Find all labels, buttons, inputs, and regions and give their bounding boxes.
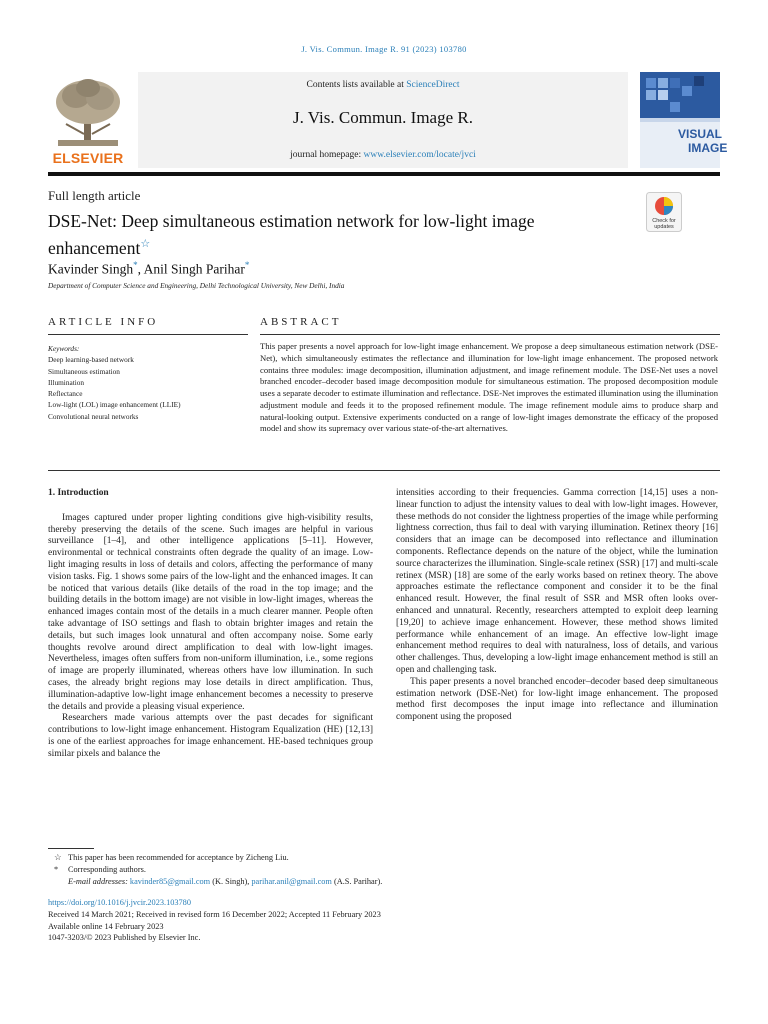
info-divider — [48, 334, 248, 335]
homepage-link[interactable]: www.elsevier.com/locate/jvci — [363, 150, 476, 160]
svg-text:updates: updates — [654, 224, 674, 230]
journal-reference[interactable]: J. Vis. Commun. Image R. 91 (2023) 103780 — [301, 44, 467, 54]
journal-info-panel — [138, 72, 628, 168]
cover-title: VISUAL — [678, 127, 723, 141]
keyword: Simultaneous estimation — [48, 366, 120, 376]
email-link[interactable]: parihar.anil@gmail.com — [251, 877, 332, 886]
body-column-left — [48, 488, 373, 761]
abstract-heading: ABSTRACT — [260, 316, 342, 328]
article-type: Full length article — [48, 188, 141, 203]
sciencedirect-link[interactable]: ScienceDirect — [406, 80, 460, 90]
publisher-wordmark: ELSEVIER — [52, 150, 124, 166]
abstract-bottom-rule — [48, 470, 720, 471]
abstract-text: This paper presents a novel approach for low-light image enhancement. We propose a deep simultaneous estimation network (DSE-Net), which simultaneously estimates the reflectance and illumination for low-light image enhancement. The proposed network contains three modules: image decomposition, illumination adjustment, and image refinement module. The DSE-Net uses a novel branched encoder–decoder based image decomposition module for simultaneous estimation. The proposed decomposition module uses a separate decoder to estimate illumination and reflectance. DSE-Net improves the estimated illumination using the illumination adjustment module and feeds it to the proposed refinement module. The image refinement module aims to produce sharp and natural-looking output. Extensive experiments conducted on a range of low-light images demonstrate the efficacy of the proposed model and show its supremacy over various state-of-the-art alternatives. — [260, 341, 718, 434]
keyword: Convolutional neural networks — [48, 411, 139, 421]
paragraph: Researchers made various attempts over the past decades for significant contributions to low-light image enhancement. Histogram Equalization (HE) [12,13] is one of the earliest approaches for image enhancement. HE-based techniques group similar pixels and balance the — [48, 713, 373, 759]
available-online: Available online 14 February 2023 — [48, 921, 164, 931]
body-column-right — [396, 488, 718, 724]
publication-info — [48, 897, 648, 944]
received-dates: Received 14 March 2021; Received in revised form 16 December 2022; Accepted 11 February 2023 — [48, 909, 381, 919]
doi-link[interactable]: https://doi.org/10.1016/j.jvcir.2023.103780 — [48, 898, 191, 907]
paragraph: This paper presents a novel branched encoder–decoder based deep simultaneous estimation network (DSE-Net) for low-light image enhancement. The proposed method first decomposes the input image into reflectance and illumination component using the proposed — [396, 676, 718, 723]
keyword: Deep learning-based network — [48, 355, 134, 365]
footnote: * Corresponding authors. — [54, 865, 146, 874]
journal-name: J. Vis. Commun. Image R. — [292, 108, 473, 127]
article-info-heading: ARTICLE INFO — [48, 316, 159, 328]
footnotes — [48, 852, 648, 888]
homepage-line: journal homepage: www.elsevier.com/locate/jvci — [290, 150, 476, 160]
title-footnote-mark[interactable]: ☆ — [140, 238, 151, 250]
header-rule — [48, 172, 720, 176]
keywords-block — [48, 343, 248, 422]
keyword: Reflectance — [48, 389, 83, 399]
footnote-asterisk-mark: * — [54, 865, 59, 874]
keyword: Illumination — [48, 377, 85, 387]
contents-line: Contents lists available at ScienceDirect — [306, 80, 460, 90]
paragraph: Images captured under proper lighting conditions give high-visibility results, thereby preserving the details of the scene. Such images are helpful in various surveillance [1–4], and other intelligence applications [5–11]. However, environmental or technical constraints often degrade the quality of an image. Low-light imaging results in loss of details and colors, affecting the performance of many vision tasks. Fig. 1 shows some pairs of the low-light and the enhanced images. It can be noticed that various details (like details of the road in the top image; and the building details in the bottom image) are not visible in low-light images, whereas the enhanced images contain most of the details in a much clearer manner. People often take advantage of ISO settings and flash to obtain brighter images and retain the details, but such images look unnatural and often accompany noise. Some early thoughts revolve around direct amplification to deal with low-light images. Nevertheless, images often suffers from non-uniform illumination, i.e., some regions of image are properly illuminated, whereas others have low illumination. In such cases, the already bright regions may lose details in direct amplification. Thus, illumination-adaptive low-light image enhancement becomes a necessity to preserve the details and provide a pleasing visual experience. — [48, 512, 373, 712]
affiliation: Department of Computer Science and Engineering, Delhi Technological University, New Delhi, India — [48, 281, 345, 290]
section-heading: 1. Introduction — [48, 488, 109, 498]
copyright: 1047-3203/© 2023 Published by Elsevier Inc. — [48, 933, 201, 943]
corresponding-author-mark[interactable]: * — [244, 260, 250, 270]
article-title: DSE-Net: Deep simultaneous estimation network for low-light image enhancement☆ — [48, 211, 535, 258]
corresponding-author-mark[interactable]: * — [133, 260, 138, 270]
email-footnote: E-mail addresses: kavinder85@gmail.com (K. Singh), parihar.anil@gmail.com (A.S. Parihar). — [68, 877, 383, 886]
journal-cover-image[interactable] — [640, 72, 728, 168]
keywords-title: Keywords: — [48, 344, 80, 353]
svg-text:Check for: Check for — [652, 218, 676, 224]
email-link[interactable]: kavinder85@gmail.com — [129, 877, 211, 886]
author-name: Kavinder Singh — [48, 261, 134, 277]
author-list: Kavinder Singh*, Anil Singh Parihar* — [48, 260, 250, 277]
footnote-rule — [48, 848, 94, 849]
check-for-updates-badge[interactable] — [646, 192, 682, 232]
author-name: Anil Singh Parihar — [143, 261, 245, 277]
journal-header — [48, 72, 628, 168]
paragraph: intensities according to their frequencies. Gamma correction [14,15] uses a non-linear function to adjust the intensity values to deal with low-light images. However, these methods do not consider the lightness properties of the image while performing lightness correction, thus fail to deal with varying illumination. Retinex theory [16] considers that an image can be decomposed into reflectance and illumination components. Reflectance depends on the nature of the object, while the lumination source characterizes the illumination. Single-scale retinex (SSR) [17] and multi-scale retinex (MSR) [18] are some of the early works based on retinex theory. The above approaches estimate the reflectance component and consider it to be the final enhanced result. However, the final result of SSR and MSR often looks over-enhanced and unnatural. Recently, researchers attempted to exploit deep learning [19,20] to achieve image enhancement. However, these method shows limited performance while enhancement of an image. An effective low-light image enhancement method requires to deal with naturalness, loss of details, and various other challenges. Thus, developing a low-light image enhancement method is still an open and challenging task. — [396, 488, 718, 675]
abstract-divider — [260, 334, 720, 335]
footnote: ☆ This paper has been recommended for acceptance by Zicheng Liu. — [54, 853, 289, 862]
cover-subtitle: IMAGE — [688, 141, 728, 155]
keyword: Low-light (LOL) image enhancement (LLIE) — [48, 400, 181, 410]
footnote-star-mark: ☆ — [54, 853, 62, 862]
